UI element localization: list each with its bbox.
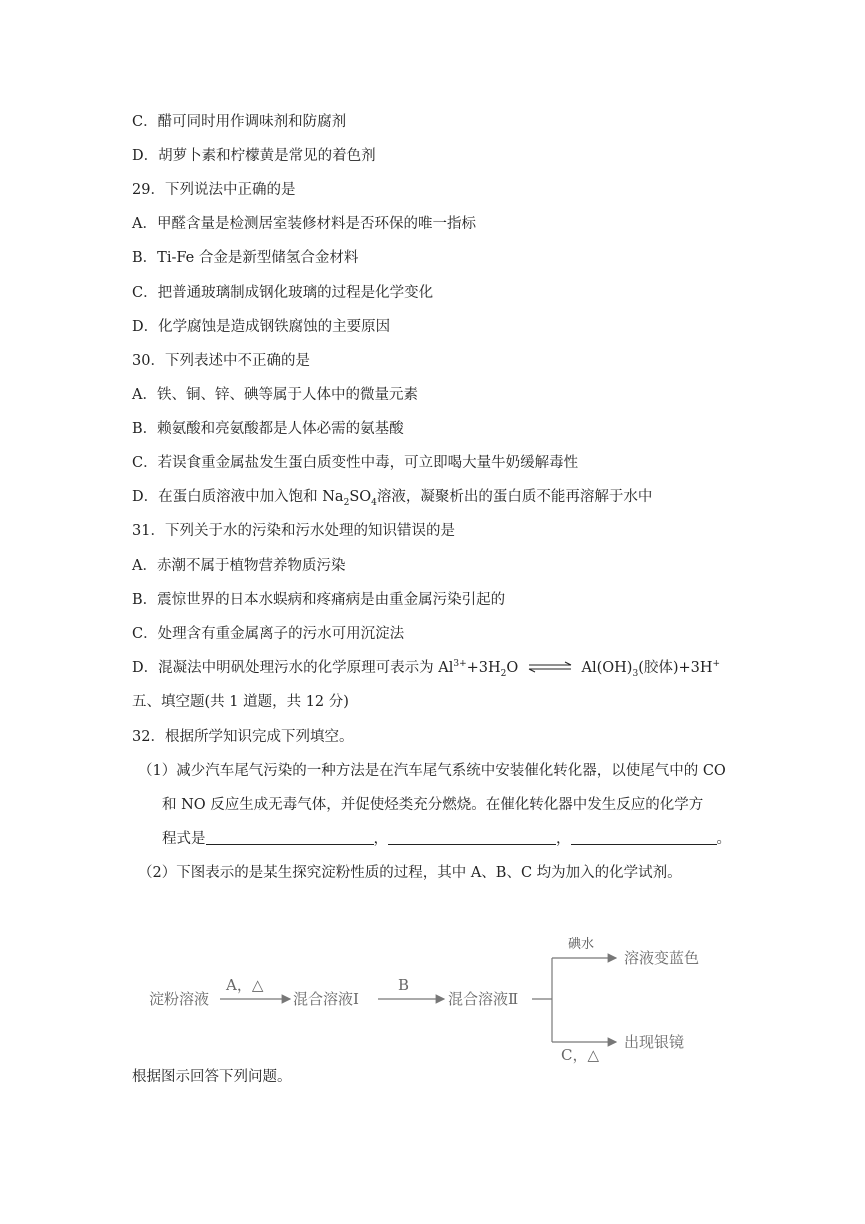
question-29: 29．下列说法中正确的是 [132, 182, 296, 198]
reversible-arrow-icon [527, 661, 573, 673]
q31-option-d: D．混凝法中明矾处理污水的化学原理可表示为 $Al^{3+}+3H_2O$ $Al(OH)_3$(胶体)+3H+ [132, 659, 721, 679]
q32-part1-line1: （1）减少汽车尾气污染的一种方法是在汽车尾气系统中安装催化转化器，以使尾气中的 CO [138, 763, 726, 779]
q31-option-c: C．处理含有重金属离子的污水可用沉淀法 [132, 626, 405, 642]
starch-flow-diagram [140, 928, 740, 1068]
q32-part1-line3: 程式是 ， ， 。 [162, 831, 731, 847]
q29-option-a: A．甲醛含量是检测居室装修材料是否环保的唯一指标 [132, 216, 476, 232]
closing-instruction: 根据图示回答下列问题。 [132, 1069, 292, 1085]
diagram-top-result: 溶液变蓝色 [624, 949, 700, 967]
answer-blank-3[interactable] [571, 830, 717, 845]
q32-part2: （2）下图表示的是某生探究淀粉性质的过程，其中 A、B、C 均为加入的化学试剂。 [138, 865, 682, 881]
question-31: 31．下列关于水的污染和污水处理的知识错误的是 [132, 523, 455, 539]
diagram-step1-label: A，△ [226, 976, 264, 994]
q30-option-a: A．铁、铜、锌、碘等属于人体中的微量元素 [132, 387, 418, 403]
option-d-carotene: D．胡萝卜素和柠檬黄是常见的着色剂 [132, 148, 376, 164]
q29-option-b: B．Ti-Fe 合金是新型储氢合金材料 [132, 250, 359, 266]
option-c-vinegar: C．醋可同时用作调味剂和防腐剂 [132, 114, 347, 130]
question-30: 30．下列表述中不正确的是 [132, 353, 310, 369]
q32-part1-line2: 和 NO 反应生成无毒气体，并促使烃类充分燃烧。在催化转化器中发生反应的化学方 [162, 797, 704, 813]
question-32: 32．根据所学知识完成下列填空。 [132, 729, 354, 745]
diagram-mix1-label: 混合溶液Ⅰ [293, 990, 359, 1008]
diagram-c-label: C，△ [561, 1046, 600, 1064]
q29-option-c: C．把普通玻璃制成钢化玻璃的过程是化学变化 [132, 285, 434, 301]
diagram-bottom-result: 出现银镜 [624, 1033, 685, 1051]
q31-option-b: B．震惊世界的日本水蜈病和疼痛病是由重金属污染引起的 [132, 592, 506, 608]
diagram-start-label: 淀粉溶液 [149, 990, 210, 1008]
answer-blank-1[interactable] [206, 830, 374, 845]
q30-option-b: B．赖氨酸和亮氨酸都是人体必需的氨基酸 [132, 421, 404, 437]
q29-option-d: D．化学腐蚀是造成钢铁腐蚀的主要原因 [132, 319, 391, 335]
q30-option-d: D．在蛋白质溶液中加入饱和 $Na_2SO_4$溶液，凝聚析出的蛋白质不能再溶解于水中 [132, 489, 653, 508]
diagram-iodine-label: 碘水 [568, 937, 595, 952]
q30-option-c: C．若误食重金属盐发生蛋白质变性中毒，可立即喝大量牛奶缓解毒性 [132, 455, 579, 471]
diagram-mix2-label: 混合溶液Ⅱ [448, 990, 519, 1008]
diagram-step2-label: B [398, 976, 410, 994]
section-5-heading: 五、填空题(共 1 道题，共 12 分) [132, 694, 349, 710]
answer-blank-2[interactable] [388, 830, 556, 845]
q31-option-a: A．赤潮不属于植物营养物质污染 [132, 558, 346, 574]
